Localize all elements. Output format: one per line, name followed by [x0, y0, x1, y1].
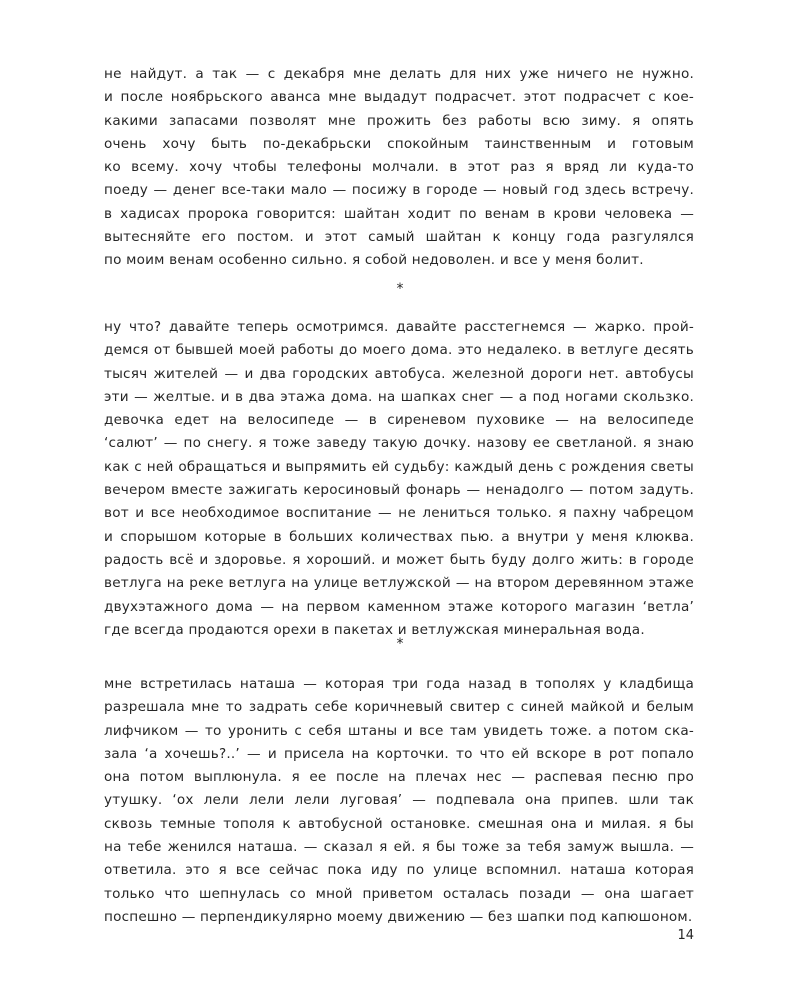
text-line: разрешала мне то задрать себе коричневый свитер с синей майкой и белым	[104, 699, 694, 716]
text-line: ко всему. хочу чтобы телефоны молчали. в этот раз я вряд ли куда-то	[104, 159, 694, 176]
text-line: демся от бывшей моей работы до моего дома. это недалеко. в ветлуге десять	[104, 342, 694, 359]
text-line: зала ‘а хочешь?..’ — и присела на корточки. то что ей вскоре в рот попало	[104, 745, 694, 762]
text-line: радость всё и здоровье. я хороший. и может быть буду долго жить: в городе	[104, 551, 694, 568]
page-number: 14	[677, 928, 694, 943]
text-line: и спорышом которые в больших количествах пью. а внутри у меня клюква.	[104, 528, 694, 545]
section-separator-1: *	[396, 281, 404, 297]
text-line: поеду — денег все-таки мало — посижу в городе — новый год здесь встречу.	[104, 182, 694, 199]
text-line: и после ноябрьского аванса мне выдадут подрасчет. этот подрасчет с кое-	[104, 89, 694, 106]
text-line: ну что? давайте теперь осмотримся. давайте расстегнемся — жарко. прой-	[104, 319, 694, 335]
text-line: лифчиком — то уронить с себя штаны и все там увидеть тоже. а потом ска-	[104, 722, 694, 739]
text-line: ‘салют’ — по снегу. я тоже заведу такую дочку. назову ее светланой. я знаю	[104, 435, 694, 452]
text-line: не найдут. а так — с декабря мне делать для них уже ничего не нужно.	[104, 66, 694, 82]
paragraph-1	[104, 63, 694, 273]
text-line: вечером вместе зажигать керосиновый фонарь — ненадолго — потом задуть.	[104, 482, 694, 499]
text-line: какими запасами позволят мне прожить без работы всю зиму. я опять	[104, 112, 694, 129]
section-separator-2: *	[396, 636, 404, 652]
text-line: вот и все необходимое воспитание — не лениться только. я пахну чабрецом	[104, 505, 694, 522]
text-line: мне встретилась наташа — которая три года назад в тополях у кладбища	[104, 676, 694, 692]
text-line: как с ней обращаться и выпрямить ей судьбу: каждый день с рождения светы	[104, 458, 694, 475]
text-line: сквозь темные тополя к автобусной остановке. смешная она и милая. я бы	[104, 815, 694, 832]
text-line: двухэтажного дома — на первом каменном этаже которого магазин ‘ветла’	[104, 598, 694, 615]
paragraph-3	[104, 673, 694, 929]
text-line: на тебе женился наташа. — сказал я ей. я бы тоже за тебя замуж вышла. —	[104, 839, 694, 856]
text-line: только что шепнулась со мной приветом осталась позади — она шагает	[104, 885, 694, 902]
text-line: ответила. это я все сейчас пока иду по улице вспомнил. наташа которая	[104, 862, 694, 879]
text-line: ветлуга на реке ветлуга на улице ветлужской — на втором деревянном этаже	[104, 575, 694, 592]
text-line: по моим венам особенно сильно. я собой недоволен. и все у меня болит.	[104, 252, 644, 269]
text-line: эти — желтые. и в два этажа дома. на шапках снег — а под ногами скользко.	[104, 388, 694, 405]
text-line: вытесняйте его постом. и этот самый шайтан к концу года разгулялся	[104, 229, 694, 246]
text-line: в хадисах пророка говорится: шайтан ходит по венам в крови человека —	[104, 205, 694, 222]
text-line: девочка едет на велосипеде — в сиреневом пуховике — на велосипеде	[104, 412, 694, 429]
text-line: поспешно — перпендикулярно моему движению — без шапки под капюшоном.	[104, 908, 693, 925]
text-line: утушку. ‘ох лели лели лели луговая’ — подпевала она припев. шли так	[104, 792, 694, 809]
text-line: она потом выплюнула. я ее после на плечах нес — распевая песню про	[104, 769, 694, 786]
paragraph-2	[104, 316, 694, 642]
text-line: где всегда продаются орехи в пакетах и ветлужская минеральная вода.	[104, 621, 645, 638]
text-line: тысяч жителей — и два городских автобуса. железной дороги нет. автобусы	[104, 365, 694, 382]
text-line: очень хочу быть по-декабрьски спокойным таинственным и готовым	[104, 135, 694, 152]
